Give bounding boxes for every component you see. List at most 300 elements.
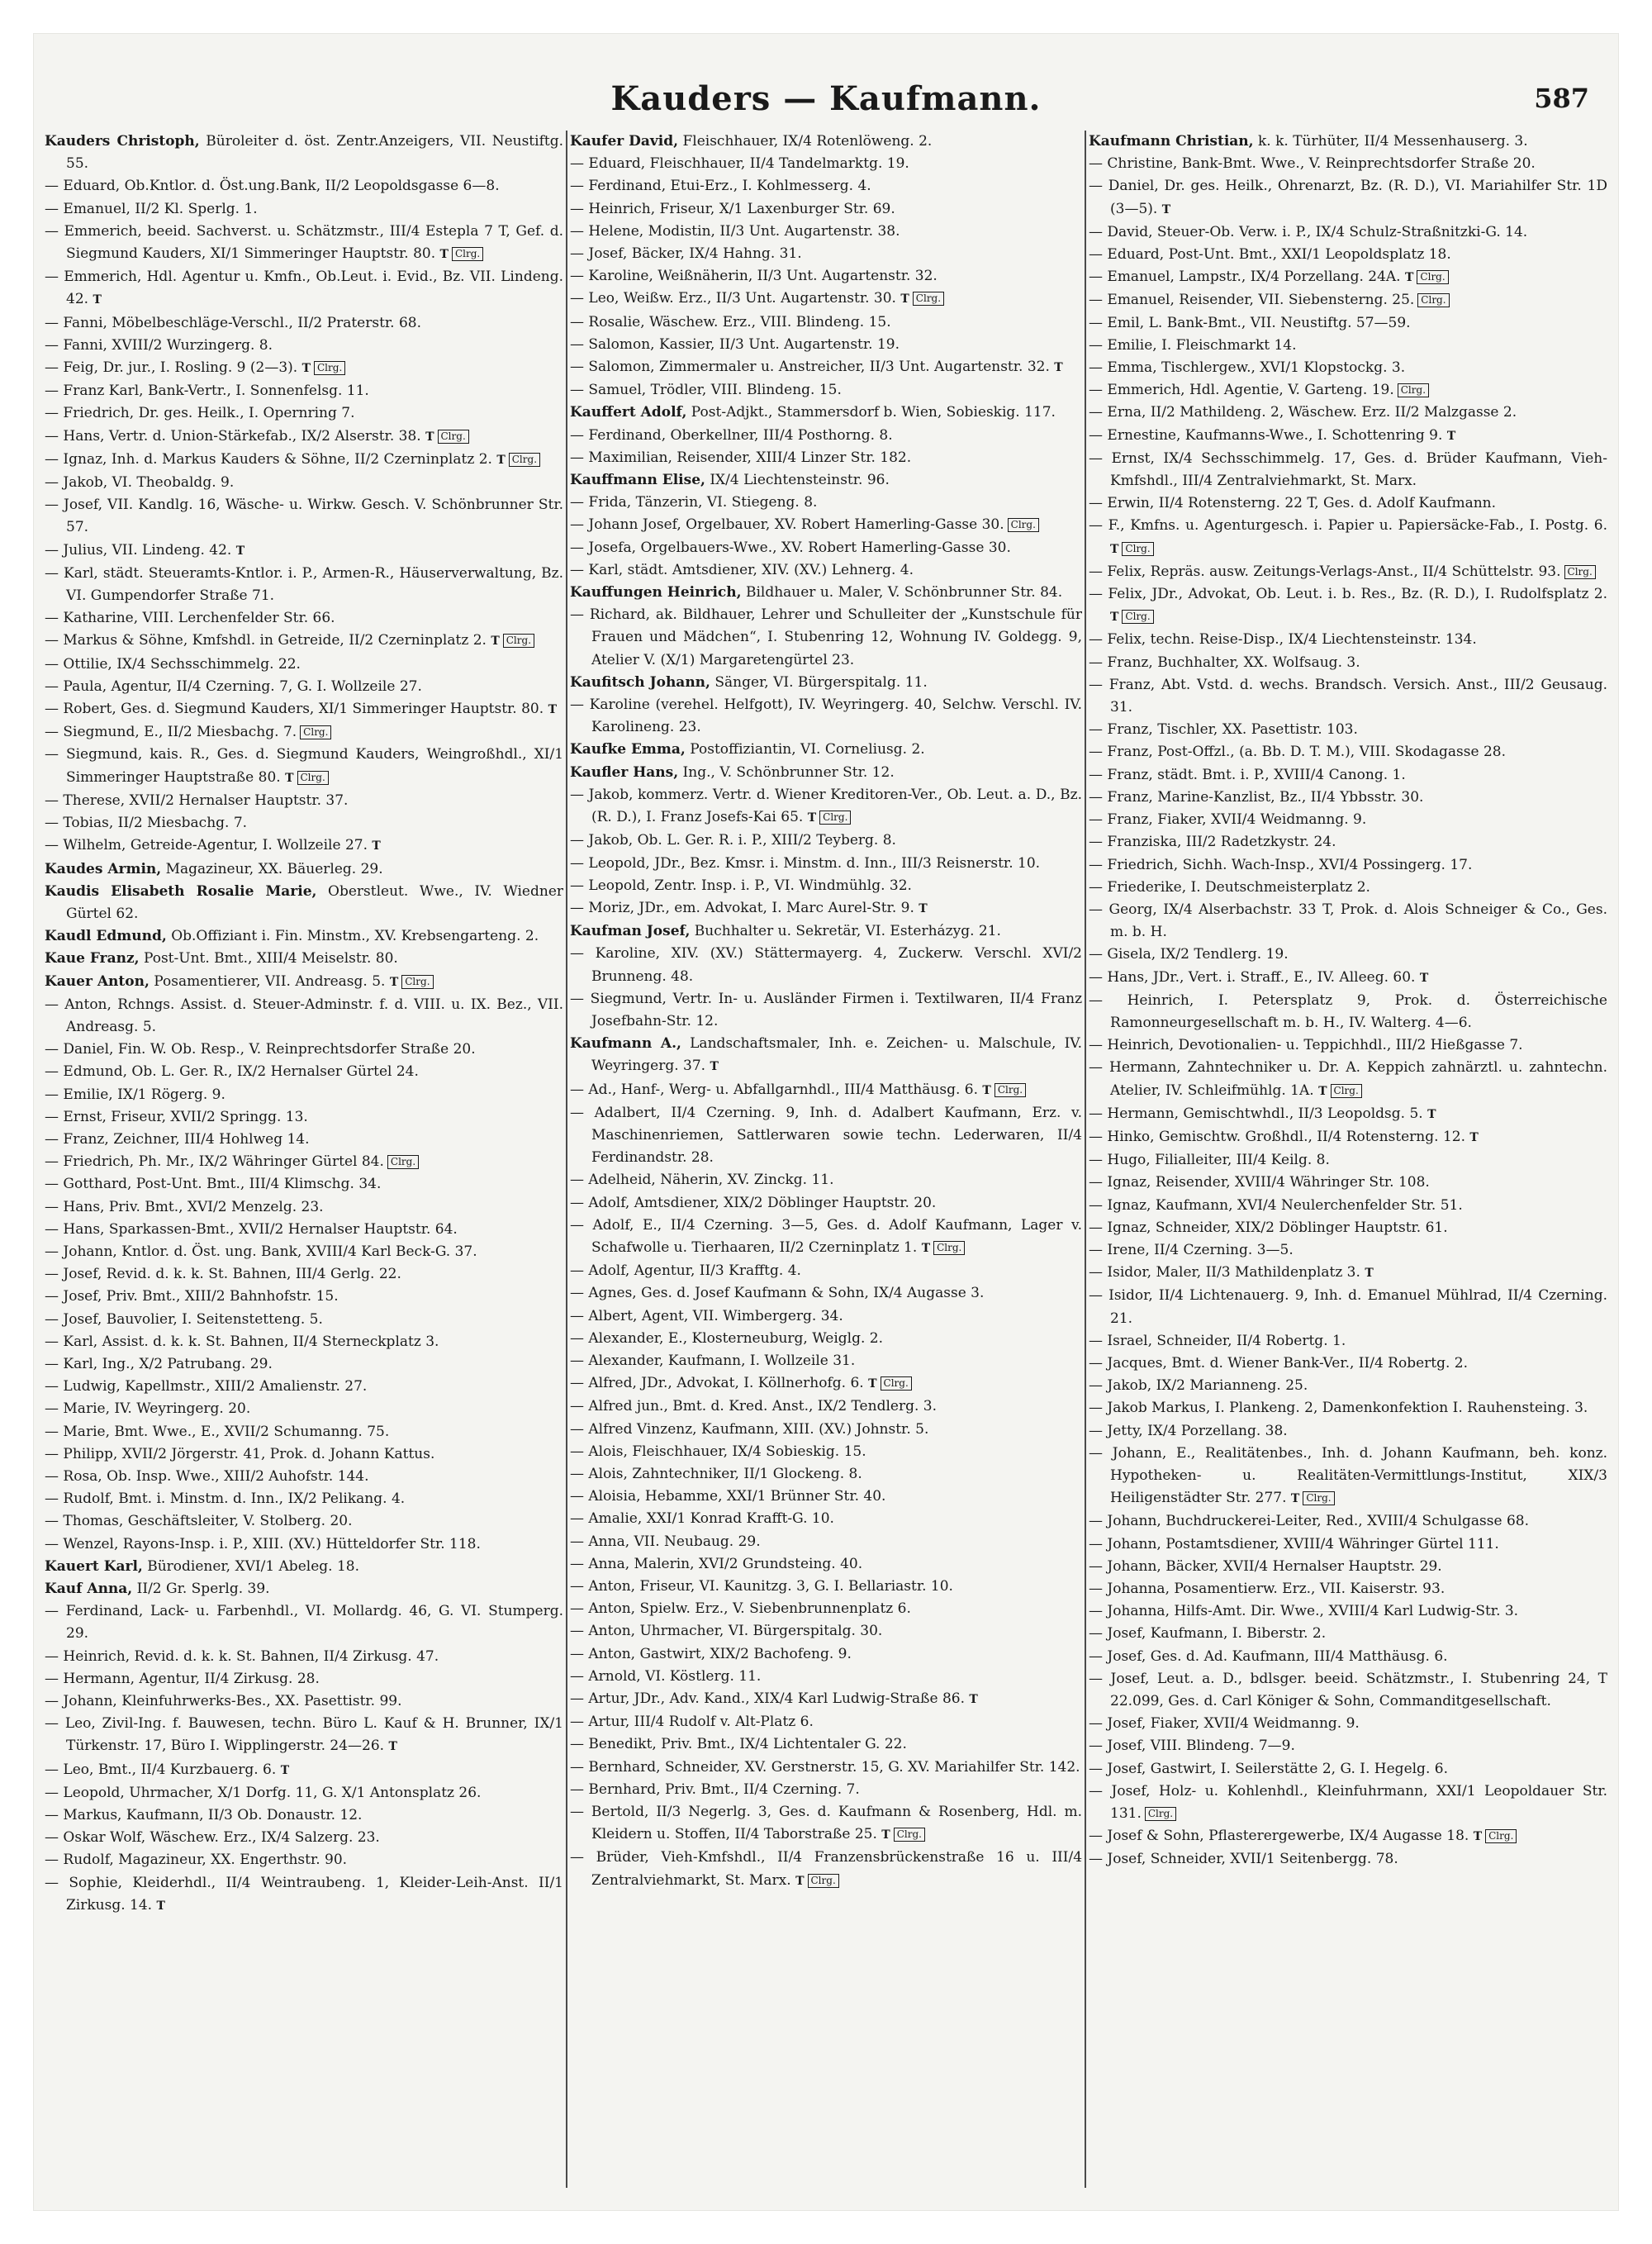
entry-text: Kaufmann, XIII. (XV.) Johnstr. 5. — [700, 1420, 929, 1438]
directory-entry — [45, 994, 563, 1039]
entry-name: — Ignaz, — [1089, 1196, 1151, 1214]
entry-text: städt. Steueramts-Kntlor. i. P., Armen-R., Häuserverwaltung, Bz. VI. Gumpendorfer Straße 71. — [66, 564, 563, 605]
entry-text: JDr., Adv. Kand., XIX/4 Karl Ludwig-Straße 86. — [634, 1690, 966, 1708]
entry-name: Kauffmann Elise, — [570, 472, 705, 489]
entry-text: Postamtsdiener, XVIII/4 Währinger Gürtel 111. — [1165, 1535, 1499, 1552]
entry-name: — Benedikt, — [570, 1736, 657, 1753]
entry-name: — Ludwig, — [45, 1378, 121, 1395]
directory-entry — [570, 469, 1082, 492]
entry-text: VII. Neubaug. 29. — [634, 1533, 761, 1550]
entry-name: — Johann, — [1089, 1513, 1161, 1530]
directory-entry — [1089, 764, 1607, 787]
telephone-mark: T — [1473, 1830, 1483, 1844]
directory-entry — [1089, 1353, 1607, 1375]
directory-entry — [1089, 379, 1607, 402]
entry-name: — Heinrich, — [1089, 1037, 1175, 1054]
directory-entry — [45, 1690, 563, 1713]
entry-text: Devotionalien- u. Teppichhdl., III/2 Hießgasse 7. — [1178, 1037, 1523, 1054]
directory-entry — [1089, 1600, 1607, 1623]
clearing-badge: Clrg. — [1564, 565, 1596, 579]
entry-text: Ob.Kntlor. d. Öst.ung.Bank, II/2 Leopoldsgasse 6—8. — [124, 178, 500, 195]
directory-entry — [45, 449, 563, 472]
entry-text: Magazineur, XX. Engerthstr. 90. — [118, 1852, 348, 1869]
entry-text: Marine-Kanzlist, Bz., II/4 Ybbsstr. 30. — [1157, 788, 1424, 806]
entry-name: Kauders Christoph, — [45, 133, 200, 150]
entry-name: — Wilhelm, — [45, 837, 126, 854]
entry-name: — Anna, — [570, 1555, 630, 1572]
entry-text: III/4 Rudolf v. Alt-Platz 6. — [634, 1714, 814, 1731]
directory-entry — [570, 402, 1082, 424]
entry-name: — Felix, — [1089, 586, 1147, 603]
directory-entry — [570, 604, 1082, 672]
entry-name: — Johann, — [45, 1243, 117, 1260]
entry-text: Hilfs-Amt. Dir. Wwe., XVIII/4 Karl Ludwig-Str. 3. — [1174, 1603, 1519, 1620]
entry-text: Rayons-Insp. i. P., XIII. (XV.) Hütteldorfer Str. 118. — [122, 1535, 481, 1552]
entry-name: — Adalbert, — [570, 1104, 661, 1121]
entry-text: Reisender, XIII/4 Linzer Str. 182. — [676, 449, 912, 466]
entry-name: — Alfred Vinzenz, — [570, 1420, 697, 1438]
directory-entry — [1089, 787, 1607, 809]
entry-text: Inh. d. Markus Kauders & Söhne, II/2 Czerninplatz 2. — [111, 450, 492, 468]
entry-text: Steuer-Ob. Verw. i. P., IX/4 Schulz-Straßnitzki-G. 14. — [1156, 223, 1528, 240]
entry-name: — Alois, — [570, 1443, 628, 1460]
directory-entry — [570, 1419, 1082, 1441]
page-number: 587 — [1534, 83, 1589, 114]
columns — [45, 131, 1607, 2188]
entry-text: VII. Kandlg. 16, Wäsche- u. Wirkw. Gesch. V. Schönbrunner Str. 57. — [66, 497, 563, 536]
entry-name: — Katharine, — [45, 610, 139, 627]
entry-name: — Robert, — [45, 701, 116, 718]
entry-name: — Sophie, — [45, 1874, 122, 1891]
entry-text: II/4 Lichtenauerg. 9, Inh. d. Emanuel Mühlrad, II/4 Czerning. 21. — [1110, 1287, 1607, 1327]
entry-name: — Siegmund, — [570, 990, 667, 1007]
telephone-mark: T — [388, 1740, 397, 1754]
entry-text: Priv. Bmt., XIII/2 Bahnhofstr. 15. — [106, 1288, 339, 1305]
directory-entry — [570, 1711, 1082, 1733]
telephone-mark: T — [982, 1083, 991, 1097]
entry-text: Dr. ges. Heilk., Ohrenarzt, Bz. (R. D.), VI. Mariahilfer Str. 1D (3—5). — [1110, 178, 1607, 217]
entry-text: Kaufmann, XVI/4 Neulerchenfelder Str. 51. — [1155, 1196, 1463, 1214]
entry-name: — Eduard, — [1089, 246, 1165, 264]
entry-name: — Karoline — [570, 696, 650, 714]
telephone-mark: T — [439, 248, 449, 262]
telephone-mark: T — [1290, 1492, 1300, 1506]
entry-name: Kaudl Edmund, — [45, 928, 167, 945]
directory-entry — [570, 1305, 1082, 1328]
directory-entry — [1089, 1034, 1607, 1057]
entry-name: — Josef, — [1089, 1782, 1151, 1799]
directory-entry — [1089, 899, 1607, 944]
directory-entry — [570, 1531, 1082, 1553]
directory-entry — [1089, 1217, 1607, 1239]
entry-text: Friseur, VI. Kaunitzg. 3, G. I. Bellariastr. 10. — [639, 1578, 953, 1595]
entry-text: Hdl. Agentie, V. Garteng. 19. — [1189, 382, 1394, 399]
entry-name: — Bernhard, — [570, 1758, 661, 1776]
entry-name: — Christine, — [1089, 155, 1178, 173]
directory-entry — [570, 672, 1082, 694]
entry-text: Fleischhauer, IX/4 Rotenlöweng. 2. — [682, 133, 933, 150]
entry-name: — Hermann, — [1089, 1059, 1181, 1077]
directory-entry — [570, 356, 1082, 379]
clearing-badge: Clrg. — [438, 430, 469, 444]
directory-entry — [45, 1129, 563, 1151]
telephone-mark: T — [710, 1060, 719, 1074]
entry-name: — Emmerich, — [45, 222, 142, 240]
directory-entry — [570, 492, 1082, 514]
clearing-badge: Clrg. — [503, 634, 534, 648]
entry-text: II/2 Kl. Sperlg. 1. — [135, 200, 258, 217]
entry-text: Kassier, II/3 Unt. Augartenstr. 19. — [658, 335, 900, 353]
clearing-badge: Clrg. — [913, 292, 944, 306]
entry-name: — Siegmund, — [45, 724, 140, 741]
entry-text: Kmfns. u. Agenturgesch. i. Papier u. Papiersäcke-Fab., I. Postg. 6. — [1130, 517, 1607, 535]
entry-name: — Franz, — [1089, 766, 1153, 783]
directory-entry — [570, 514, 1082, 536]
entry-text: Näherin, XV. Zinckg. 11. — [660, 1172, 834, 1189]
entry-text: Tischlergew., XVI/1 Klopstockg. 3. — [1161, 359, 1406, 377]
directory-entry — [1089, 131, 1607, 153]
entry-name: — Ernestine, — [1089, 426, 1181, 444]
entry-name: — Rudolf, — [45, 1490, 114, 1508]
entry-text: Schneider, XVII/1 Seitenbergg. 78. — [1150, 1851, 1398, 1868]
directory-entry — [45, 1196, 563, 1219]
entry-text: Reisender, XVIII/4 Währinger Str. 108. — [1155, 1174, 1430, 1191]
entry-name: — Brüder, — [570, 1849, 649, 1866]
entry-text: (verehel. Helfgott), IV. Weyringerg. 40, Selchw. Verschl. IV. Karolineng. 23. — [591, 696, 1082, 736]
directory-entry — [1089, 1668, 1607, 1713]
entry-name: — Franz, — [45, 1130, 109, 1148]
directory-entry — [45, 1263, 563, 1286]
clearing-badge: Clrg. — [881, 1376, 912, 1391]
entry-text: Ges. d. Ad. Kaufmann, III/4 Matthäusg. 6. — [1150, 1647, 1448, 1665]
directory-entry — [570, 830, 1082, 852]
directory-entry — [570, 1666, 1082, 1688]
entry-text: Post-Unt. Bmt., XXI/1 Leopoldsplatz 18. — [1168, 246, 1451, 264]
entry-name: — Feig, — [45, 359, 99, 377]
clearing-badge: Clrg. — [401, 975, 433, 989]
telephone-mark: T — [1365, 1267, 1374, 1281]
entry-name: — Bernhard, — [570, 1780, 661, 1798]
entry-name: — Karl, — [45, 564, 98, 582]
directory-entry — [570, 1192, 1082, 1215]
entry-text: beeid. Sachverst. u. Schätzmstr., III/4 Estepla 7 T, Gef. d. Siegmund Kauders, XI/1 Simmeringer Hauptstr. 80. — [66, 222, 563, 263]
entry-text: Bmt. i. Minstm. d. Inn., IX/2 Pelikang. 4. — [118, 1490, 406, 1508]
entry-name: — Amalie, — [570, 1510, 643, 1528]
entry-text: Bäcker, IX/4 Hahng. 31. — [631, 245, 802, 263]
directory-entry — [570, 1688, 1082, 1711]
entry-name: — Anton, — [45, 996, 112, 1013]
entry-name: — Johann, — [1089, 1444, 1167, 1462]
directory-entry — [1089, 741, 1607, 763]
entry-text: I. Petersplatz 9, Prok. d. Österreichische Ramonneurgesellschaft m. b. H., IV. Walterg. 4—6. — [1110, 991, 1607, 1031]
entry-text: Buchhalter u. Sekretär, VI. Esterházyg. 21. — [694, 923, 1001, 940]
entry-name: — Hans, — [1089, 968, 1149, 986]
entry-name: — Josefa, — [570, 539, 637, 556]
clearing-badge: Clrg. — [1145, 1807, 1176, 1821]
entry-text: XVIII/2 Wurzingerg. 8. — [112, 336, 273, 354]
directory-entry — [45, 1151, 563, 1173]
entry-name: — Fanni, — [45, 314, 107, 331]
entry-name: Kaue Franz, — [45, 950, 140, 967]
entry-name: — Samuel, — [570, 382, 647, 399]
directory-entry — [570, 198, 1082, 221]
entry-text: IX/2 Marianneng. 25. — [1156, 1377, 1308, 1395]
directory-entry — [570, 1576, 1082, 1598]
entry-text: Ob. Insp. Wwe., XIII/2 Auhofstr. 144. — [107, 1467, 369, 1485]
entry-text: Kaufmann, I. Wollzeile 31. — [667, 1352, 856, 1369]
entry-text: techn. Reise-Disp., IX/4 Liechtensteinstr. 134. — [1150, 631, 1477, 649]
entry-name: — Franz, — [1089, 744, 1153, 761]
entry-text: Uhrmacher, VI. Bürgerspitalg. 30. — [639, 1623, 883, 1640]
entry-text: Revid. d. k. k. St. Bahnen, II/4 Zirkusg. 47. — [134, 1647, 439, 1665]
entry-name: — Leo, — [570, 290, 620, 307]
entry-name: — Josef, — [45, 1310, 102, 1328]
entry-name: — Josef, — [1089, 1851, 1146, 1868]
entry-name: — Josef, — [45, 497, 102, 514]
entry-text: Sänger, VI. Bürgerspitalg. 11. — [714, 673, 928, 691]
entry-name: — Josef, — [1089, 1647, 1146, 1665]
entry-name: Kauffert Adolf, — [570, 404, 687, 421]
entry-text: Kntlor. d. Öst. ung. Bank, XVIII/4 Karl Beck-G. 37. — [121, 1243, 477, 1260]
entry-name: — Salomon, — [570, 359, 655, 376]
directory-entry — [570, 265, 1082, 288]
directory-entry — [45, 925, 563, 948]
entry-text: Bäcker, XVII/4 Hernalser Hauptstr. 29. — [1165, 1557, 1442, 1575]
directory-entry — [45, 335, 563, 357]
directory-entry — [45, 676, 563, 698]
entry-text: Kapellmstr., XIII/2 Amalienstr. 27. — [125, 1378, 368, 1395]
directory-entry — [570, 243, 1082, 265]
entry-text: Orgelbauer, XV. Robert Hamerling-Gasse 30. — [686, 516, 1004, 534]
directory-entry — [570, 1779, 1082, 1801]
directory-entry — [45, 1219, 563, 1241]
entry-text: Kaufmanns-Wwe., I. Schottenring 9. — [1184, 426, 1443, 444]
entry-text: Wäschew. Erz., VIII. Blindeng. 15. — [649, 313, 891, 330]
directory-entry — [1089, 1533, 1607, 1556]
entry-name: — Josef, — [1089, 1625, 1146, 1643]
entry-name: — Irene, — [1089, 1241, 1150, 1258]
entry-name: — Jakob, — [45, 474, 108, 492]
entry-name: Kaufman Josef, — [570, 923, 691, 940]
entry-name: — Paula, — [45, 677, 107, 695]
entry-text: Vertr. d. Union-Stärkefab., IX/2 Alserstr. 38. — [108, 427, 421, 445]
directory-entry — [1089, 1758, 1607, 1780]
entry-name: — Josef, — [1089, 1760, 1146, 1777]
entry-text: Möbelbeschläge-Verschl., II/2 Praterstr. 68. — [112, 314, 422, 331]
entry-text: Ph. Mr., IX/2 Währinger Gürtel 84. — [138, 1153, 384, 1171]
entry-name: — Johann Josef, — [570, 516, 681, 534]
entry-name: — Helene, — [570, 222, 644, 240]
directory-entry — [1089, 967, 1607, 990]
entry-name: — Agnes, — [570, 1285, 637, 1302]
clearing-badge: Clrg. — [1303, 1491, 1334, 1505]
telephone-mark: T — [1405, 271, 1414, 285]
entry-text: Geschäftsleiter, V. Stolberg. 20. — [127, 1513, 353, 1530]
entry-name: — Heinrich, — [1089, 991, 1194, 1009]
directory-entry — [570, 1463, 1082, 1486]
entry-name: — Hugo, — [1089, 1152, 1151, 1169]
entry-text: Ob.Offiziant i. Fin. Minstm., XV. Krebsengarteng. 2. — [171, 928, 539, 945]
entry-name: — Erna, — [1089, 404, 1146, 421]
directory-entry — [45, 1646, 563, 1668]
entry-name: — Franz, — [1089, 676, 1156, 693]
entry-text: IX/4 Alserbachstr. 33 T, Prok. d. Alois Schneiger & Co., Ges. m. b. H. — [1110, 901, 1607, 941]
entry-name: — Tobias, — [45, 815, 114, 832]
entry-text: Fleischhauer, II/4 Tandelmarktg. 19. — [649, 155, 909, 173]
telephone-mark: T — [919, 901, 928, 915]
telephone-mark: T — [280, 1763, 290, 1777]
directory-entry — [45, 812, 563, 834]
entry-text: Gastwirt, I. Seilerstätte 2, G. I. Hegelg. 6. — [1150, 1760, 1448, 1777]
entry-name: — Alfred jun., — [570, 1398, 668, 1415]
directory-entry — [45, 1827, 563, 1849]
entry-name: — Leopold, — [570, 877, 650, 894]
entry-text: Pflasterergewerbe, IX/4 Augasse 18. — [1208, 1828, 1469, 1845]
entry-text: I. Fleischmarkt 14. — [1161, 336, 1297, 354]
directory-entry — [570, 853, 1082, 875]
entry-text: E., II/2 Miesbachg. 7. — [144, 724, 297, 741]
entry-text: Buchdruckerei-Leiter, Red., XVIII/4 Schulgasse 68. — [1165, 1513, 1530, 1530]
directory-entry — [45, 131, 563, 175]
entry-text: Ob. L. Ger. R., IX/2 Hernalser Gürtel 24. — [131, 1063, 419, 1081]
entry-name: — Erwin, — [1089, 495, 1155, 512]
entry-name: — Karoline, — [570, 945, 661, 963]
entry-text: Post-Adjkt., Stammersdorf b. Wien, Sobieskig. 117. — [691, 404, 1056, 421]
entry-name: — Johann, — [1089, 1535, 1161, 1552]
entry-text: Uhrmacher, X/1 Dorfg. 11, G. X/1 Antonsplatz 26. — [129, 1784, 482, 1801]
entry-name: — Fanni, — [45, 336, 107, 354]
directory-entry — [570, 221, 1082, 243]
entry-name: — Anna, — [570, 1533, 630, 1550]
directory-entry — [45, 1173, 563, 1196]
entry-name: — Emanuel, — [1089, 292, 1175, 309]
directory-entry — [45, 1241, 563, 1263]
entry-name: — Anton, — [570, 1578, 636, 1595]
directory-entry — [45, 971, 563, 994]
directory-entry — [45, 312, 563, 335]
entry-text: Zimmermaler u. Anstreicher, II/3 Unt. Augartenstr. 32. — [658, 359, 1050, 376]
entry-text: Priv. Bmt., IX/4 Lichtentaler G. 22. — [661, 1736, 907, 1753]
entry-name: — Maximilian, — [570, 449, 672, 466]
entry-name: — Frida, — [570, 494, 632, 511]
column-divider — [566, 131, 567, 2188]
directory-entry — [1089, 1443, 1607, 1511]
directory-entry — [45, 881, 563, 925]
entry-text: JDr., em. Advokat, I. Marc Aurel-Str. 9. — [638, 899, 914, 916]
entry-text: Fleischhauer, IX/4 Sobieskig. 15. — [632, 1443, 866, 1460]
entry-text: II/2 Miesbachg. 7. — [117, 815, 248, 832]
directory-entry — [45, 1309, 563, 1331]
clearing-badge: Clrg. — [1331, 1084, 1362, 1098]
telephone-mark: T — [1110, 611, 1119, 625]
entry-name: — Anton, — [570, 1645, 636, 1662]
directory-entry — [1089, 312, 1607, 335]
entry-text: Agent, VII. Wimbergerg. 34. — [641, 1307, 843, 1324]
entry-text: XVII/2 Jörgerstr. 41, Prok. d. Johann Kattus. — [121, 1445, 435, 1462]
directory-entry — [1089, 448, 1607, 492]
entry-name: — Josef, — [1089, 1738, 1146, 1755]
entry-name: — Marie, — [45, 1423, 110, 1440]
entry-name: — Salomon, — [570, 335, 655, 353]
entry-text: Hdl. Agentur u. Kmfn., Ob.Leut. i. Evid., Bz. VII. Lindeng. 42. — [66, 269, 563, 308]
entry-text: Bank-Vertr., I. Sonnenfelsg. 11. — [147, 383, 369, 400]
entry-name: — Ferdinand, — [570, 178, 667, 195]
telephone-mark: T — [285, 771, 294, 785]
clearing-badge: Clrg. — [995, 1083, 1026, 1097]
clearing-badge: Clrg. — [1417, 270, 1448, 284]
entry-name: — Isidor, — [1089, 1264, 1152, 1281]
clearing-badge: Clrg. — [509, 453, 540, 467]
directory-entry — [45, 1533, 563, 1556]
directory-entry — [1089, 877, 1607, 899]
entry-name: — Franz, — [1089, 788, 1153, 806]
directory-entry — [1089, 854, 1607, 877]
directory-entry — [1089, 1646, 1607, 1668]
page-title: Kauders — Kaufmann. — [610, 79, 1042, 118]
entry-name: — Johanna, — [1089, 1581, 1170, 1597]
directory-entry — [45, 744, 563, 789]
directory-entry — [570, 875, 1082, 897]
entry-text: Etui-Erz., I. Kohlmesserg. 4. — [670, 178, 871, 195]
entry-name: — Emmerich, — [1089, 382, 1185, 399]
entry-text: Fiaker, XVII/4 Weidmanng. 9. — [1157, 811, 1367, 829]
directory-entry — [570, 559, 1082, 582]
directory-entry — [45, 1578, 563, 1600]
entry-text: k. k. Türhüter, II/4 Messenhauserg. 3. — [1258, 133, 1528, 150]
directory-entry — [570, 988, 1082, 1033]
directory-entry — [45, 1556, 563, 1578]
directory-entry — [1089, 1735, 1607, 1757]
directory-entry — [1089, 1510, 1607, 1533]
entry-text: Abt. Vstd. d. wechs. Brandsch. Versich. Anst., III/2 Geusaug. 31. — [1110, 676, 1607, 716]
entry-text: Holz- u. Kohlenhdl., Kleinfuhrmann, XXI/1 Leopoldauer Str. 131. — [1110, 1782, 1607, 1823]
directory-entry — [1089, 719, 1607, 741]
directory-entry — [1089, 1825, 1607, 1848]
entry-text: IX/1 Rögerg. 9. — [117, 1086, 225, 1103]
entry-name: — Ignaz, — [1089, 1174, 1151, 1191]
directory-entry — [570, 1328, 1082, 1350]
directory-entry — [45, 630, 563, 653]
telephone-mark: T — [156, 1899, 165, 1913]
entry-name: Kaufmann Christian, — [1089, 133, 1254, 150]
entry-text: Bank-Bmt. Wwe., V. Reinprechtsdorfer Straße 20. — [1181, 155, 1536, 173]
directory-entry — [570, 1260, 1082, 1282]
entry-text: Revid. d. k. k. St. Bahnen, III/4 Gerlg. 22. — [106, 1266, 401, 1283]
entry-text: I. Plankeng. 2, Damenkonfektion I. Rauhensteing. 3. — [1214, 1400, 1588, 1417]
clearing-badge: Clrg. — [1122, 542, 1153, 556]
directory-entry — [1089, 990, 1607, 1034]
entry-name: Kaufitsch Johann, — [570, 673, 710, 691]
directory-entry — [1089, 583, 1607, 629]
entry-text: kais. R., Ges. d. Siegmund Kauders, Weingroßhdl., XI/1 Simmeringer Hauptstraße 80. — [66, 746, 563, 786]
directory-entry — [1089, 1330, 1607, 1353]
entry-name: — Alexander, — [570, 1352, 664, 1369]
clearing-badge: Clrg. — [300, 725, 331, 739]
directory-entry — [45, 380, 563, 402]
entry-text: Ing., V. Schönbrunner Str. 12. — [682, 763, 895, 781]
entry-text: E., Klosterneuburg, Weiglg. 2. — [667, 1329, 884, 1347]
directory-entry — [45, 357, 563, 380]
entry-text: Gemischtw. Großhdl., II/4 Rotensterng. 12. — [1158, 1128, 1465, 1145]
entry-text: Trödler, VIII. Blindeng. 15. — [650, 382, 842, 399]
directory-entry — [45, 1466, 563, 1488]
entry-text: Kleinfuhrwerks-Bes., XX. Pasettistr. 99. — [121, 1693, 402, 1710]
directory-entry — [570, 897, 1082, 920]
entry-name: — Heinrich, — [570, 200, 656, 217]
directory-entry — [1089, 289, 1607, 311]
entry-text: Amtsdiener, XIX/2 Döblinger Hauptstr. 20. — [634, 1194, 937, 1211]
entry-name: — Jetty, — [1089, 1422, 1143, 1439]
